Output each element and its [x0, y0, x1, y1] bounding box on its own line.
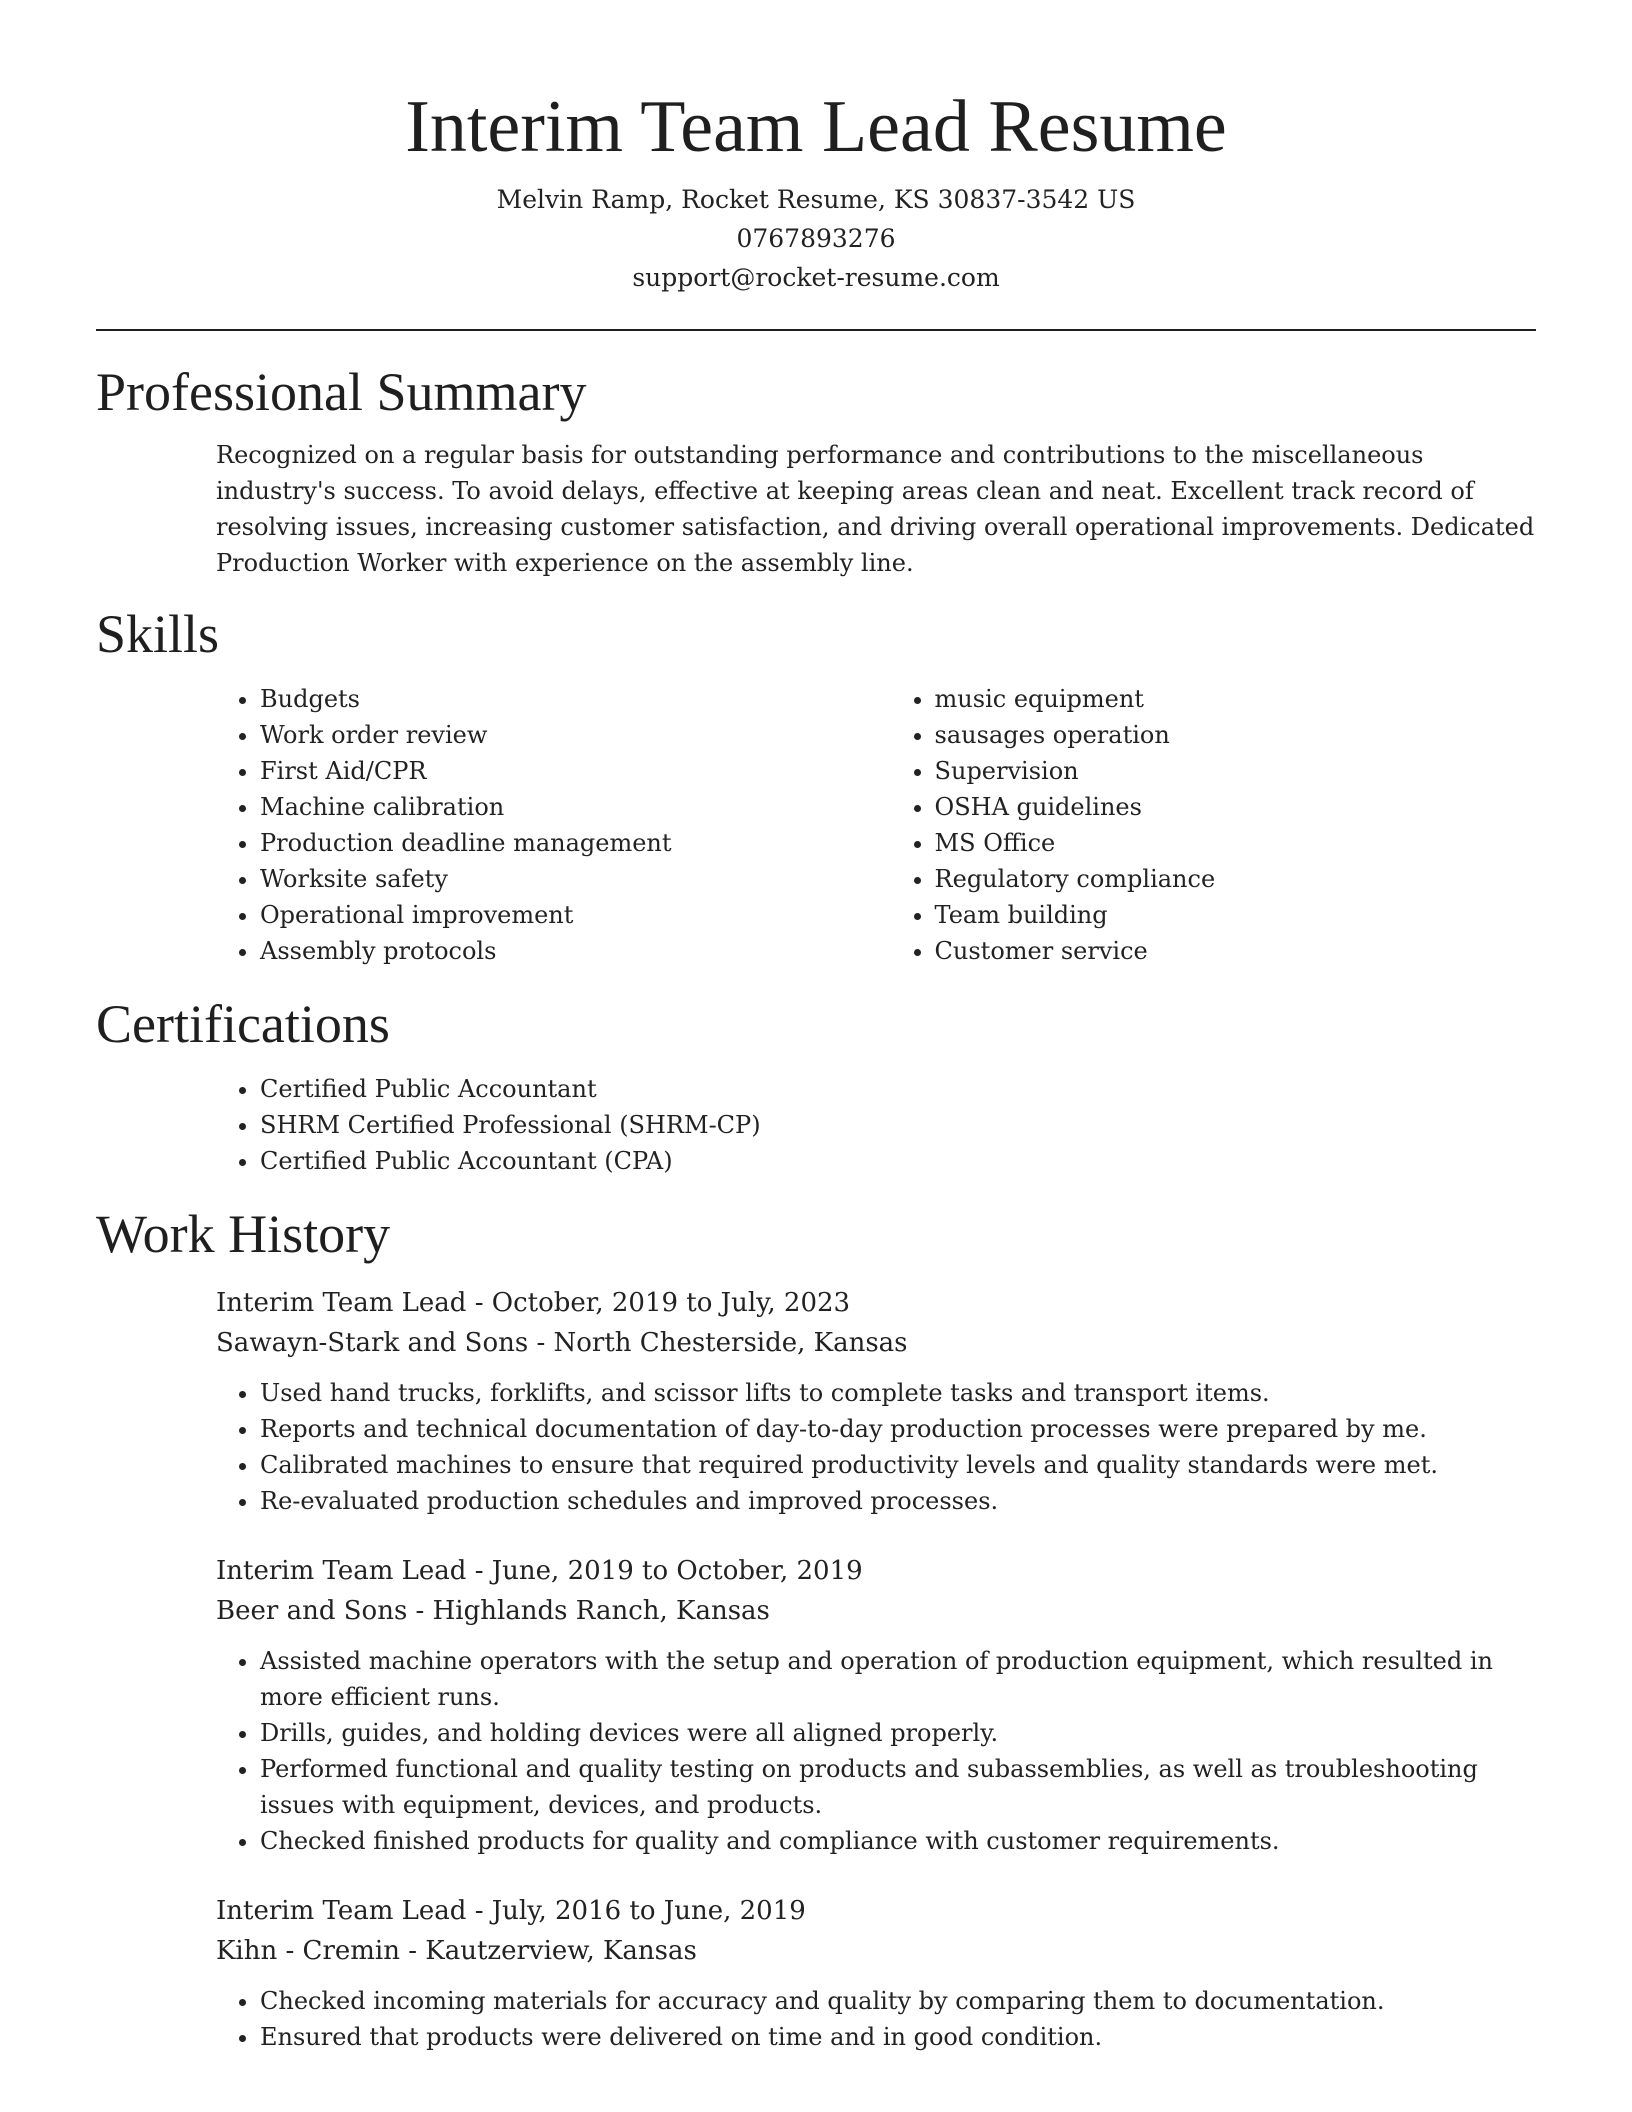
work-history-heading: Work History	[96, 1204, 391, 1264]
contact-phone: 0767893276	[736, 224, 896, 253]
summary-text: Recognized on a regular basis for outstanding performance and contributions to the miscellaneous industry's success. To avoid delays, effective at keeping areas clean and neat. Excellent track record of resolving issues, increasing customer satisfaction, and driving overall operational improvements. Dedicated Production Worker with experience on the assembly line.	[216, 441, 1535, 577]
work-history-list	[216, 1283, 1536, 2055]
skill-item: • Production deadline management	[260, 825, 891, 861]
skills-left-column	[216, 681, 891, 969]
skills-heading: Skills	[96, 604, 220, 664]
job-bullets	[216, 1983, 1536, 2055]
job-bullet: • Assisted machine operators with the setup and operation of production equipment, which resulted in more efficient runs.	[260, 1643, 1536, 1715]
skill-item: • Regulatory compliance	[935, 861, 1536, 897]
contact-block	[96, 180, 1536, 297]
skill-item: • Team building	[935, 897, 1536, 933]
certification-item: • SHRM Certified Professional (SHRM-CP)	[260, 1107, 1536, 1143]
job-entry	[216, 1551, 1536, 1859]
skill-item: • Customer service	[935, 933, 1536, 969]
job-bullet: • Used hand trucks, forklifts, and scissor lifts to complete tasks and transport items.	[260, 1375, 1536, 1411]
job-bullet: • Drills, guides, and holding devices were all aligned properly.	[260, 1715, 1536, 1751]
job-bullets	[216, 1643, 1536, 1859]
skill-item: • MS Office	[935, 825, 1536, 861]
certification-item: • Certified Public Accountant	[260, 1071, 1536, 1107]
job-company: Sawayn-Stark and Sons - North Chesterside, Kansas	[216, 1328, 908, 1358]
job-bullet: • Calibrated machines to ensure that required productivity levels and quality standards were met.	[260, 1447, 1536, 1483]
skill-item: • Assembly protocols	[260, 933, 891, 969]
job-title: Interim Team Lead - June, 2019 to October, 2019	[216, 1556, 863, 1586]
summary-heading: Professional Summary	[96, 362, 587, 422]
job-entry	[216, 1891, 1536, 2055]
job-title: Interim Team Lead - October, 2019 to July, 2023	[216, 1288, 851, 1318]
certification-item: • Certified Public Accountant (CPA)	[260, 1143, 1536, 1179]
skill-item: • Budgets	[260, 681, 891, 717]
skill-item: • First Aid/CPR	[260, 753, 891, 789]
certifications-heading: Certifications	[96, 994, 390, 1054]
job-bullet: • Re-evaluated production schedules and improved processes.	[260, 1483, 1536, 1519]
resume-page	[96, 0, 1536, 2055]
skill-item: • sausages operation	[935, 717, 1536, 753]
job-bullet: • Checked finished products for quality and compliance with customer requirements.	[260, 1823, 1536, 1859]
skill-item: • Worksite safety	[260, 861, 891, 897]
job-entry	[216, 1283, 1536, 1519]
skill-item: • music equipment	[935, 681, 1536, 717]
skills-list	[216, 681, 1536, 969]
job-bullets	[216, 1375, 1536, 1519]
skill-item: • Operational improvement	[260, 897, 891, 933]
contact-address: Melvin Ramp, Rocket Resume, KS 30837-3542 US	[496, 185, 1136, 214]
job-bullet: • Ensured that products were delivered on time and in good condition.	[260, 2019, 1536, 2055]
certifications-list	[216, 1071, 1536, 1179]
contact-email: support@rocket-resume.com	[632, 263, 1000, 292]
skill-item: • Machine calibration	[260, 789, 891, 825]
resume-title: Interim Team Lead Resume	[405, 86, 1227, 168]
skill-item: • Work order review	[260, 717, 891, 753]
job-bullet: • Performed functional and quality testing on products and subassemblies, as well as troubleshooting issues with equipment, devices, and products.	[260, 1751, 1536, 1823]
skill-item: • OSHA guidelines	[935, 789, 1536, 825]
job-company: Kihn - Cremin - Kautzerview, Kansas	[216, 1936, 697, 1966]
job-title: Interim Team Lead - July, 2016 to June, 2019	[216, 1896, 806, 1926]
job-company: Beer and Sons - Highlands Ranch, Kansas	[216, 1596, 770, 1626]
job-bullet: • Checked incoming materials for accuracy and quality by comparing them to documentation.	[260, 1983, 1536, 2019]
job-bullet: • Reports and technical documentation of day-to-day production processes were prepared by me.	[260, 1411, 1536, 1447]
skills-right-column	[891, 681, 1536, 969]
skill-item: • Supervision	[935, 753, 1536, 789]
header-divider	[96, 329, 1536, 331]
